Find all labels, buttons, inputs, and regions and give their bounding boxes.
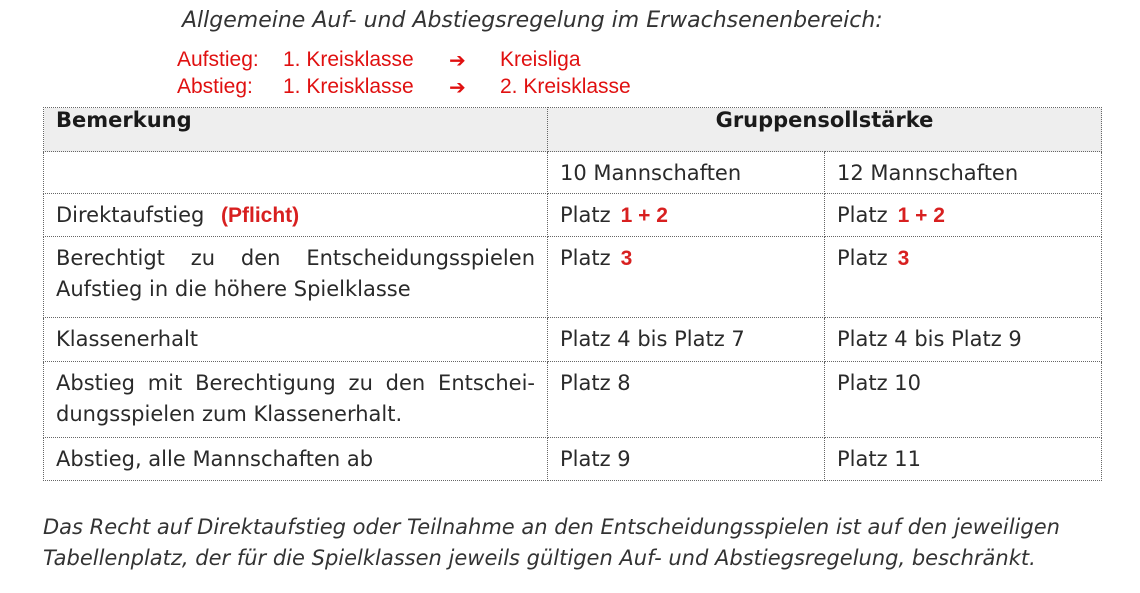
remark-cell	[44, 194, 548, 237]
rule-label: Aufstieg:	[177, 48, 259, 71]
table-row	[44, 362, 1102, 438]
remark-text: Direktaufstieg	[56, 203, 205, 227]
cell-12	[825, 237, 1102, 318]
cell-12: Platz 10	[825, 362, 1102, 438]
table-row	[44, 438, 1102, 481]
rule-to: 2. Kreisklasse	[500, 75, 631, 98]
table-subheader-row	[44, 152, 1102, 194]
empty-cell	[44, 152, 548, 194]
subheader-10: 10 Mannschaften	[548, 152, 825, 194]
cell-10: Platz 9	[548, 438, 825, 481]
rule-from: 1. Kreisklasse	[283, 48, 414, 71]
remark-cell: Abstieg mit Berechtigung zu den Entschei-dungsspielen zum Klassenerhalt.	[44, 362, 548, 438]
platz-text: Platz	[837, 246, 888, 270]
rule-from: 1. Kreisklasse	[283, 75, 414, 98]
cell-10: Platz 8	[548, 362, 825, 438]
cell-12: Platz 11	[825, 438, 1102, 481]
cell-10	[548, 194, 825, 237]
platz-text: Platz	[560, 203, 611, 227]
table-header-row	[44, 108, 1102, 152]
platz-text: Platz	[837, 203, 888, 227]
mandatory-mark: (Pflicht)	[221, 204, 300, 227]
cell-10: Platz 4 bis Platz 7	[548, 318, 825, 362]
footer-note: Das Recht auf Direktaufstieg oder Teilnahme an den Entscheidungsspielen ist auf den jeweiligen Tabellenplatz, der für die Spielklassen jeweils gültigen Auf- und Abstiegsregelung, beschränkt.	[43, 515, 1060, 570]
remark-cell: Abstieg, alle Mannschaften ab	[44, 438, 548, 481]
table-row	[44, 318, 1102, 362]
place-mark: 3	[620, 247, 633, 270]
page-heading: Allgemeine Auf- und Abstiegsregelung im Erwachsenenbereich:	[182, 8, 883, 33]
remark-cell: Berechtigt zu den Entscheidungsspielen Aufstieg in die höhere Spielklasse	[44, 237, 548, 318]
column-header-bemerkung: Bemerkung	[44, 108, 548, 152]
cell-12: Platz 4 bis Platz 9	[825, 318, 1102, 362]
arrow-right-icon: ➔	[449, 50, 466, 72]
place-mark: 1 + 2	[620, 204, 668, 227]
remark-cell: Klassenerhalt	[44, 318, 548, 362]
rule-label: Abstieg:	[177, 75, 253, 98]
cell-12	[825, 194, 1102, 237]
arrow-right-icon: ➔	[449, 77, 466, 99]
rule-to: Kreisliga	[500, 48, 581, 71]
subheader-12: 12 Mannschaften	[825, 152, 1102, 194]
table-row	[44, 237, 1102, 318]
cell-10	[548, 237, 825, 318]
table-row	[44, 194, 1102, 237]
regulation-table	[43, 107, 1102, 481]
place-mark: 1 + 2	[897, 204, 945, 227]
column-header-gruppensollstaerke: Gruppensollstärke	[548, 108, 1102, 152]
place-mark: 3	[897, 247, 910, 270]
platz-text: Platz	[560, 246, 611, 270]
